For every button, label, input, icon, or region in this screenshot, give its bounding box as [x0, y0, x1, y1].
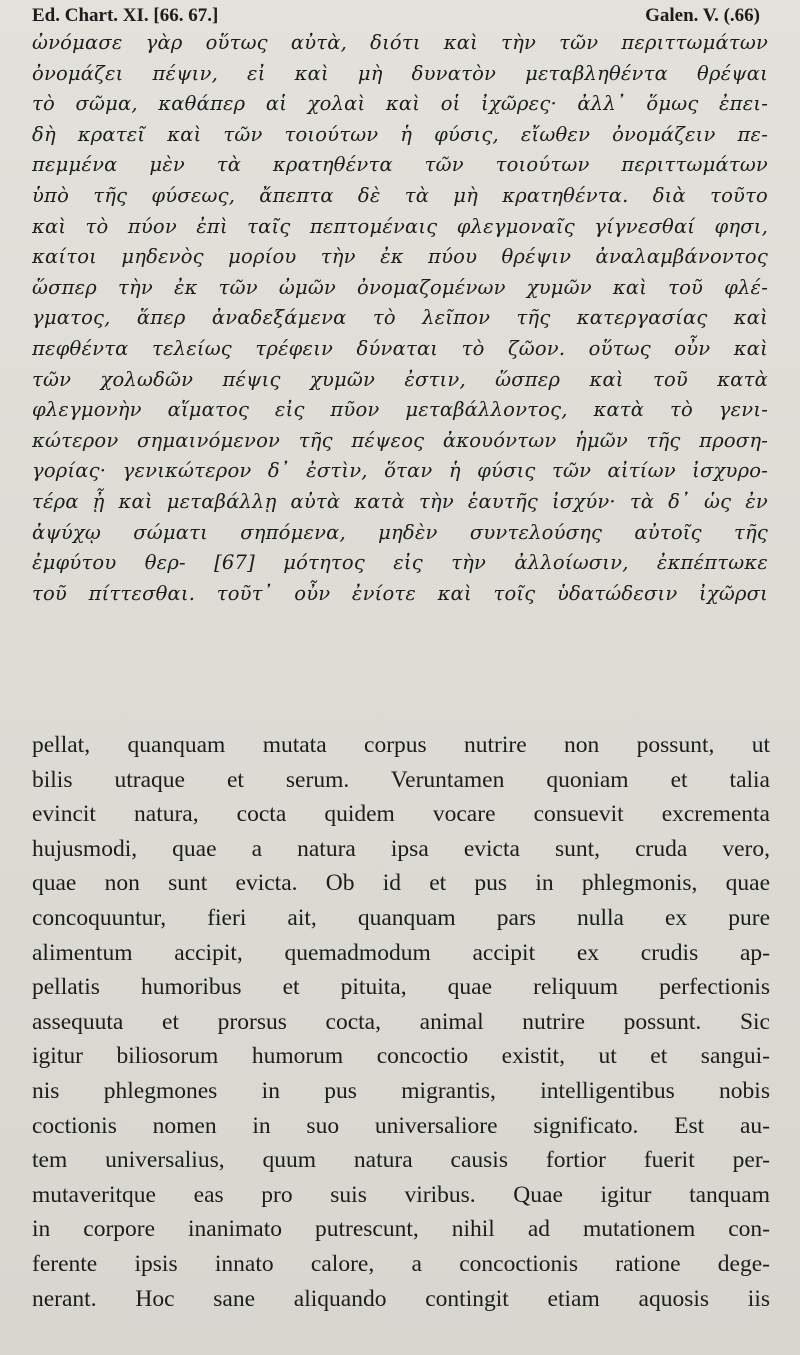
greek-line: κώτερον σημαινόμενον τῆς πέψεος ἀκουόντων ἡμῶν τῆς προση- [32, 428, 768, 452]
running-header [32, 2, 760, 30]
greek-line: ἀψύχῳ σώματι σηπόμενα, μηδὲν συντελούσης αὐτοῖς τῆς [32, 520, 768, 544]
greek-line: τέρα ᾖ καὶ μεταβάλλῃ αὐτὰ κατὰ τὴν ἑαυτῆς ἰσχύν· τὰ δ᾽ ὡς ἐν [32, 489, 768, 513]
greek-text-block [32, 28, 768, 609]
latin-line: in corpore inanimato putrescunt, nihil ad mutationem con- [32, 1216, 770, 1243]
greek-line: πεφθέντα τελείως τρέφειν δύναται τὸ ζῶον. οὕτως οὖν καὶ [32, 336, 768, 360]
greek-line: γματος, ἅπερ ἀναδεξάμενα τὸ λεῖπον τῆς κατεργασίας καὶ [32, 306, 768, 330]
greek-line: ὥσπερ τὴν ἐκ τῶν ὠμῶν ὀνομαζομένων χυμῶν καὶ τοῦ φλέ- [32, 275, 768, 299]
greek-line: ὀνομάζει πέψιν, εἰ καὶ μὴ δυνατὸν μεταβληθέντα θρέψαι [32, 61, 768, 85]
latin-line: coctionis nomen in suo universaliore significato. Est au- [32, 1112, 770, 1139]
greek-line: τὸ σῶμα, καθάπερ αἱ χολαὶ καὶ οἱ ἰχῶρες· ἀλλ᾽ ὅμως ἐπει- [32, 92, 768, 116]
greek-line: ὠνόμασε γὰρ οὕτως αὐτὰ, διότι καὶ τὴν τῶν περιττωμάτων [32, 31, 768, 54]
latin-line: assequuta et prorsus cocta, animal nutrire possunt. Sic [32, 1008, 770, 1035]
latin-line: quae non sunt evicta. Ob id et pus in phlegmonis, quae [32, 870, 770, 897]
header-edition-reference: Ed. Chart. XI. [66. 67.] [32, 5, 219, 26]
greek-line: φλεγμονὴν αἵματος εἰς πῦον μεταβάλλοντος, κατὰ τὸ γενι- [32, 398, 768, 422]
latin-line: bilis utraque et serum. Veruntamen quoniam et talia [32, 766, 770, 793]
greek-line: γορίας· γενικώτερον δ᾽ ἐστὶν, ὅταν ἡ φύσις τῶν αἰτίων ἰσχυρο- [32, 459, 768, 483]
greek-line: τῶν χολωδῶν πέψις χυμῶν ἐστιν, ὥσπερ καὶ τοῦ κατὰ [32, 367, 768, 391]
greek-line: ἐμφύτου θερ- [67] μότητος εἰς τὴν ἀλλοίωσιν, ἐκπέπτωκε [32, 551, 768, 575]
greek-line: καὶ τὸ πύον ἐπὶ ταῖς πεπτομέναις φλεγμοναῖς γίγνεσθαί φησι, [32, 214, 768, 238]
latin-line: evincit natura, cocta quidem vocare consuevit excrementa [32, 801, 770, 828]
latin-line: nis phlegmones in pus migrantis, intelligentibus nobis [32, 1077, 770, 1104]
header-galen-reference: Galen. V. (.66) [645, 5, 760, 26]
greek-line: τοῦ πίττεσθαι. τοῦτ᾽ οὖν ἐνίοτε καὶ τοῖς ὑδατώδεσιν ἰχῶρσι [32, 581, 768, 605]
latin-text-block [32, 728, 770, 1316]
latin-line: pellat, quanquam mutata corpus nutrire non possunt, ut [32, 732, 770, 758]
greek-line: δὴ κρατεῖ καὶ τῶν τοιούτων ἡ φύσις, εἴωθεν ὀνομάζειν πε- [32, 122, 768, 146]
latin-line: concoquuntur, fieri ait, quanquam pars nulla ex pure [32, 904, 770, 931]
latin-line: alimentum accipit, quemadmodum accipit ex crudis ap- [32, 939, 770, 966]
latin-line: ferente ipsis innato calore, a concoctionis ratione dege- [32, 1250, 770, 1277]
latin-line: igitur biliosorum humorum concoctio existit, ut et sangui- [32, 1043, 770, 1070]
latin-line: mutaveritque eas pro suis viribus. Quae igitur tanquam [32, 1181, 770, 1208]
greek-line: πεμμένα μὲν τὰ κρατηθέντα τῶν τοιούτων περιττωμάτων [32, 153, 768, 177]
latin-line: nerant. Hoc sane aliquando contingit etiam aquosis iis [32, 1285, 770, 1312]
greek-line: ὑπὸ τῆς φύσεως, ἄπεπτα δὲ τὰ μὴ κρατηθέντα. διὰ τοῦτο [32, 183, 768, 207]
greek-line: καίτοι μηδενὸς μορίου τὴν ἐκ πύου θρέψιν ἀναλαμβάνοντος [32, 245, 768, 269]
latin-line: pellatis humoribus et pituita, quae reliquum perfectionis [32, 974, 770, 1001]
latin-line: tem universalius, quum natura causis fortior fuerit per- [32, 1147, 770, 1174]
latin-line: hujusmodi, quae a natura ipsa evicta sunt, cruda vero, [32, 835, 770, 862]
